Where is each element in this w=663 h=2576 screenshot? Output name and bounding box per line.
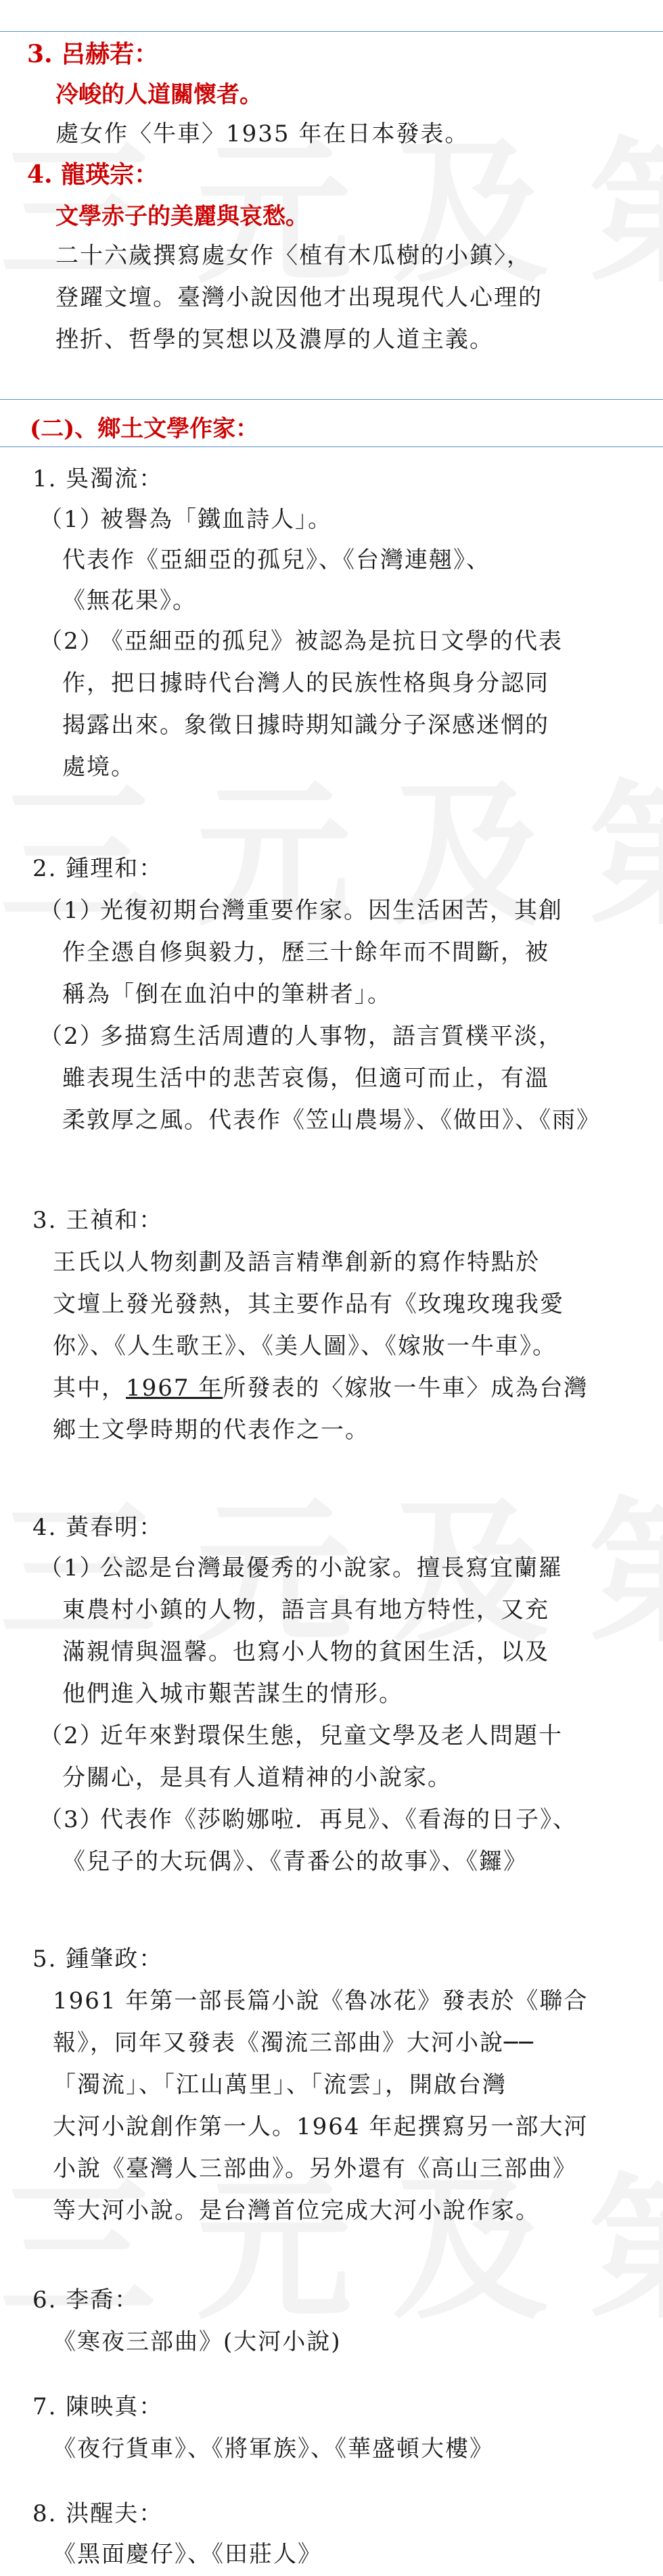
section-title: (二)、鄉土文學作家： bbox=[30, 415, 259, 442]
author-works: 《夜行貨車》、《將軍族》、《華盛頓大樓》 bbox=[53, 2435, 494, 2462]
paragraph-line: 稱為「倒在血泊中的筆耕者」。 bbox=[62, 981, 392, 1008]
text-fragment: 其中， bbox=[53, 1375, 126, 1402]
paragraph-line: 被譽為「鐵血詩人」。 bbox=[100, 506, 332, 533]
point-number: （2） bbox=[39, 1023, 104, 1050]
section-rule bbox=[0, 399, 663, 400]
paragraph-line: 代表作《莎喲娜啦．再見》、《看海的日子》、 bbox=[100, 1806, 577, 1833]
paragraph-line: 二十六歲撰寫處女作〈植有木瓜樹的小鎮〉， bbox=[55, 242, 531, 269]
author-name: 7. 陳映真： bbox=[32, 2393, 164, 2420]
author-name: 1. 吳濁流： bbox=[32, 465, 164, 492]
author-name: 5. 鍾肇政： bbox=[32, 1946, 164, 1973]
point-number: （2） bbox=[39, 628, 104, 655]
paragraph-line: 作，把日據時代台灣人的民族性格與身分認同 bbox=[62, 670, 549, 697]
paragraph-line: 王氏以人物刻劃及語言精準創新的寫作特點於 bbox=[53, 1249, 540, 1276]
author-tagline: 冷峻的人道關懷者。 bbox=[55, 81, 262, 108]
paragraph-line: 東農村小鎮的人物，語言具有地方特性，又充 bbox=[62, 1596, 549, 1624]
point-number: （1） bbox=[39, 506, 104, 533]
paragraph-line bbox=[53, 1369, 588, 1402]
paragraph-line: 光復初期台灣重要作家。因生活困苦，其創 bbox=[100, 897, 563, 924]
paragraph-line: 《無花果》。 bbox=[62, 587, 197, 614]
paragraph-line: 你》、《人生歌王》、《美人圖》、《嫁妝一牛車》。 bbox=[53, 1333, 557, 1360]
paragraph-line: 挫折、哲學的冥想以及濃厚的人道主義。 bbox=[55, 326, 494, 353]
point-number: （3） bbox=[39, 1806, 104, 1833]
point-number: （2） bbox=[39, 1722, 104, 1749]
paragraph-line: 文壇上發光發熱，其主要作品有《玫瑰玫瑰我愛 bbox=[53, 1291, 564, 1318]
paragraph-line: 大河小說創作第一人。1964 年起撰寫另一部大河 bbox=[53, 2113, 589, 2140]
paragraph-line: 作全憑自修與毅力，歷三十餘年而不間斷，被 bbox=[62, 939, 549, 966]
author-tagline: 文學赤子的美麗與哀愁。 bbox=[55, 203, 308, 230]
author-name: 2. 鍾理和： bbox=[32, 855, 164, 882]
point-number: （1） bbox=[39, 1555, 104, 1582]
text-fragment: 所發表的〈嫁妝一牛車〉成為台灣 bbox=[223, 1375, 589, 1402]
point-number: （1） bbox=[39, 897, 104, 924]
paragraph-line: 《亞細亞的孤兒》被認為是抗日文學的代表 bbox=[100, 628, 563, 655]
paragraph-line: 柔敦厚之風。代表作《笠山農場》、《做田》、《雨》 bbox=[62, 1107, 601, 1134]
paragraph-line: 《兒子的大玩偶》、《青番公的故事》、《鑼》 bbox=[62, 1848, 528, 1875]
author-name: 6. 李喬： bbox=[32, 2286, 139, 2314]
paragraph-line: 滿親情與溫馨。也寫小人物的貧困生活，以及 bbox=[62, 1638, 549, 1665]
author-works: 《寒夜三部曲》(大河小說) bbox=[53, 2328, 342, 2355]
author-works: 《黑面慶仔》、《田莊人》 bbox=[53, 2541, 322, 2568]
paragraph-line: 代表作《亞細亞的孤兒》、《台灣連翹》、 bbox=[62, 547, 490, 574]
paragraph-line: 多描寫生活周遭的人事物，語言質樸平淡， bbox=[100, 1023, 563, 1050]
top-rule bbox=[0, 31, 663, 32]
author-name: 4. 黃春明： bbox=[32, 1514, 164, 1541]
year-highlight: 1967 年 bbox=[126, 1375, 223, 1402]
paragraph-line: 揭露出來。象徵日據時期知識分子深感迷惘的 bbox=[62, 712, 549, 739]
paragraph-line: 等大河小說。是台灣首位完成大河小說作家。 bbox=[53, 2197, 540, 2224]
paragraph-line: 他們進入城市艱苦謀生的情形。 bbox=[62, 1680, 403, 1707]
author-heading-long-yingzong: 4. 龍瑛宗： bbox=[27, 160, 159, 189]
author-heading-lu-heruo: 3. 呂赫若： bbox=[27, 40, 159, 68]
author-description: 處女作〈牛車〉1935 年在日本發表。 bbox=[55, 120, 470, 147]
paragraph-line: 雖表現生活中的悲苦哀傷，但適可而止，有溫 bbox=[62, 1065, 549, 1092]
author-name: 8. 洪醒夫： bbox=[32, 2500, 164, 2527]
paragraph-line: 1961 年第一部長篇小說《魯冰花》發表於《聯合 bbox=[53, 1987, 589, 2015]
paragraph-line: 近年來對環保生態，兒童文學及老人問題十 bbox=[100, 1722, 563, 1749]
paragraph-line: 「濁流」、「江山萬里」、「流雲」，開啟台灣 bbox=[53, 2071, 507, 2098]
paragraph-line: 小說《臺灣人三部曲》。另外還有《高山三部曲》 bbox=[53, 2155, 577, 2182]
paragraph-line: 處境。 bbox=[62, 754, 135, 781]
paragraph-line: 登躍文壇。臺灣小說因他才出現現代人心理的 bbox=[55, 284, 543, 311]
author-name: 3. 王禎和： bbox=[32, 1207, 164, 1234]
paragraph-line: 報》，同年又發表《濁流三部曲》大河小說── bbox=[53, 2029, 534, 2056]
paragraph-line: 分關心，是具有人道精神的小說家。 bbox=[62, 1764, 452, 1791]
section-rule bbox=[0, 446, 663, 447]
paragraph-line: 公認是台灣最優秀的小說家。擅長寫宜蘭羅 bbox=[100, 1555, 563, 1582]
paragraph-line: 鄉土文學時期的代表作之一。 bbox=[53, 1417, 369, 1444]
